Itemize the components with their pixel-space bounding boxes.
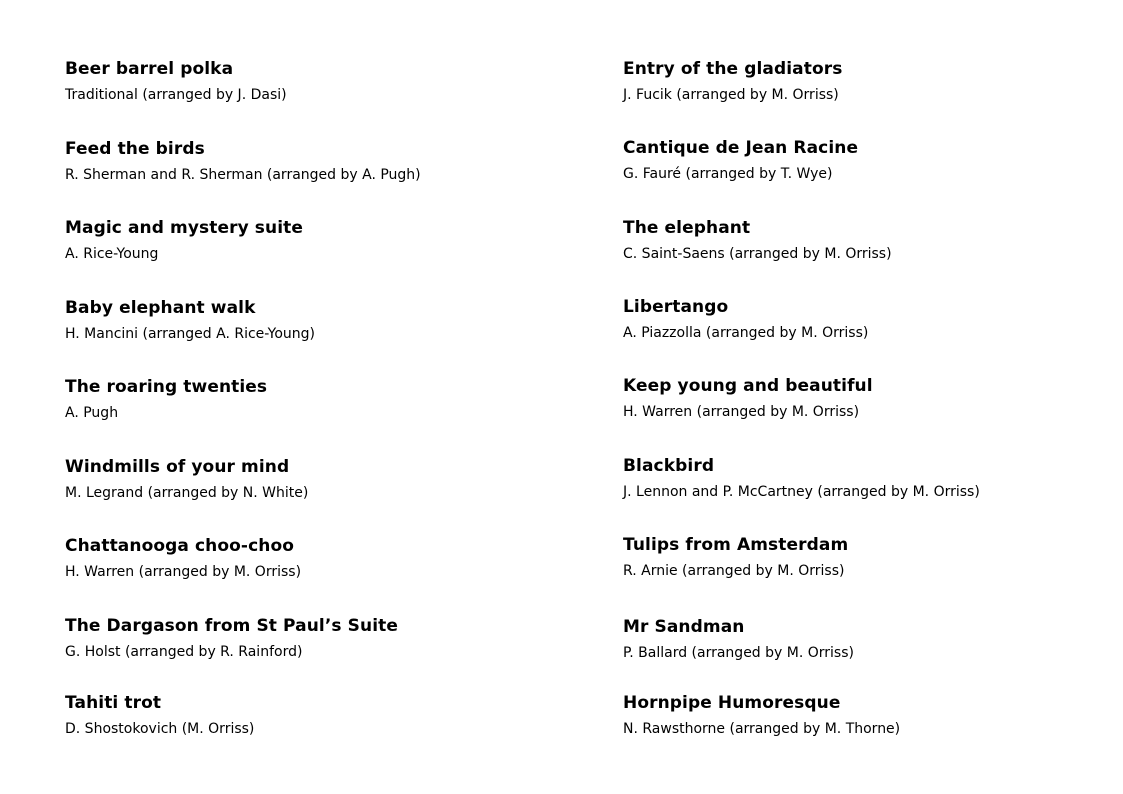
piece-title: The Dargason from St Paul’s Suite [65,616,398,636]
piece-composer: D. Shostokovich (M. Orriss) [65,721,255,737]
piece-composer: J. Lennon and P. McCartney (arranged by M. Orriss) [623,484,980,500]
piece-title: Mr Sandman [623,617,745,637]
piece-title: Baby elephant walk [65,298,256,318]
piece-composer: H. Warren (arranged by M. Orriss) [623,404,860,420]
piece-composer: M. Legrand (arranged by N. White) [65,485,309,501]
programme-entry [623,376,873,421]
piece-composer: N. Rawsthorne (arranged by M. Thorne) [623,721,901,737]
programme-entry [65,298,315,343]
piece-title: Keep young and beautiful [623,376,873,396]
piece-composer: P. Ballard (arranged by M. Orriss) [623,645,854,661]
piece-title: Chattanooga choo-choo [65,536,295,556]
piece-title: Magic and mystery suite [65,218,304,238]
programme-entry [65,377,267,422]
programme-entry [65,218,303,263]
piece-composer: A. Rice-Young [65,246,159,262]
piece-title: Cantique de Jean Racine [623,138,859,158]
programme-entry [65,536,301,581]
programme-entry [623,535,848,580]
piece-composer: Traditional (arranged by J. Dasi) [65,87,287,103]
programme-entry [65,139,421,184]
programme-entry [623,59,842,104]
piece-title: The roaring twenties [65,377,268,397]
piece-title: Windmills of your mind [65,457,290,477]
programme-entry [623,617,854,662]
piece-title: Libertango [623,297,729,317]
piece-title: Feed the birds [65,139,205,159]
programme-entry [65,616,398,661]
piece-title: Blackbird [623,456,715,476]
piece-composer: A. Piazzolla (arranged by M. Orriss) [623,325,869,341]
piece-title: Beer barrel polka [65,59,234,79]
programme-entry [623,456,980,501]
piece-composer: J. Fucik (arranged by M. Orriss) [623,87,839,103]
programme-entry [65,457,308,502]
piece-title: The elephant [623,218,751,238]
piece-composer: R. Arnie (arranged by M. Orriss) [623,563,845,579]
piece-composer: H. Warren (arranged by M. Orriss) [65,564,302,580]
piece-composer: H. Mancini (arranged A. Rice-Young) [65,326,316,342]
piece-composer: R. Sherman and R. Sherman (arranged by A. Pugh) [65,167,421,183]
piece-title: Entry of the gladiators [623,59,843,79]
piece-composer: A. Pugh [65,405,119,421]
programme-entry [623,218,892,263]
piece-title: Hornpipe Humoresque [623,693,841,713]
programme-entry [623,693,900,738]
piece-composer: C. Saint-Saens (arranged by M. Orriss) [623,246,892,262]
piece-composer: G. Holst (arranged by R. Rainford) [65,644,303,660]
piece-title: Tulips from Amsterdam [623,535,849,555]
programme-entry [65,59,287,104]
programme-entry [623,297,868,342]
programme-entry [623,138,858,183]
programme-entry [65,693,254,738]
piece-composer: G. Fauré (arranged by T. Wye) [623,166,833,182]
piece-title: Tahiti trot [65,693,162,713]
